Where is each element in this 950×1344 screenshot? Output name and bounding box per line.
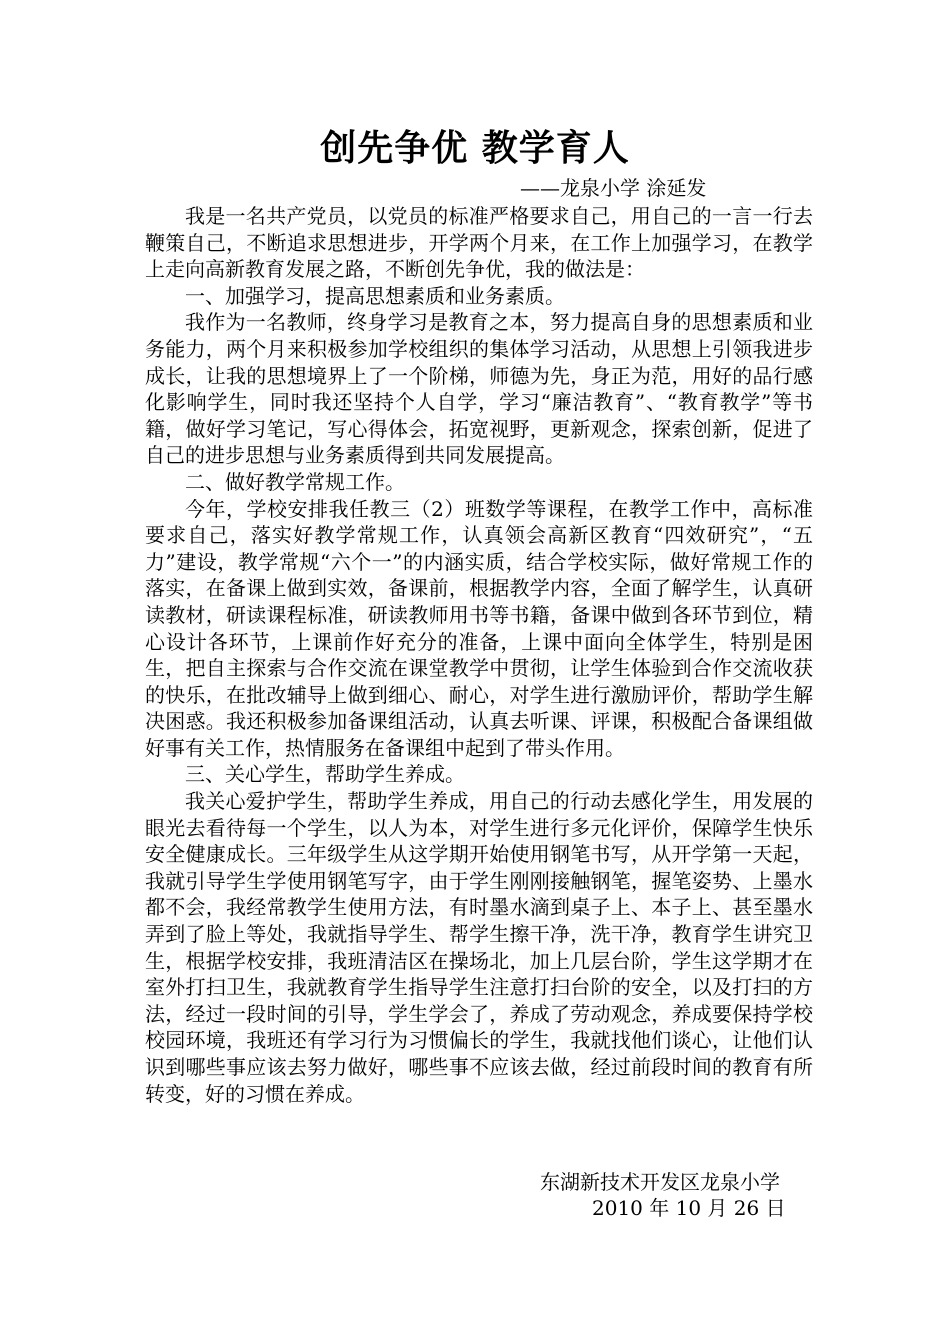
section-heading-3: 三、关心学生，帮助学生养成。 <box>185 762 465 787</box>
paragraph-section-1: 我作为一名教师，终身学习是教育之本，努力提高自身的思想素质和业务能力，两个月来积极参加学校组织的集体学习活动，从思想上引领我进步成长，让我的思想境界上了一个阶梯，师德为先，身正为范，用好的品行感化影响学生，同时我还坚持个人自学，学习“廉洁教育”、“教育教学”等书籍，做好学习笔记，写心得体会，拓宽视野，更新观念，探索创新，促进了自己的进步思想与业务素质得到共同发展提高。 <box>145 310 813 468</box>
paragraph-section-3: 我关心爱护学生，帮助学生养成，用自己的行动去感化学生，用发展的眼光去看待每一个学生，以人为本，对学生进行多元化评价，保障学生快乐安全健康成长。三年级学生从这学期开始使用钢笔书写，从开学第一天起，我就引导学生学使用钢笔写字，由于学生刚刚接触钢笔，握笔姿势、上墨水都不会，我经常教学生使用方法，有时墨水滴到桌子上、本子上、甚至墨水弄到了脸上等处，我就指导学生、帮学生擦干净，洗干净，教育学生讲究卫生，根据学校安排，我班清洁区在操场北，加上几层台阶，学生这学期才在室外打扫卫生，我就教育学生指导学生注意打扫台阶的安全，以及打扫的方法，经过一段时间的引导，学生学会了，养成了劳动观念，养成要保持学校校园环境，我班还有学习行为习惯偏长的学生，我就找他们谈心，让他们认识到哪些事应该去努力做好，哪些事不应该去做，经过前段时间的教育有所转变，好的习惯在养成。 <box>145 789 813 1106</box>
paragraph-intro: 我是一名共产党员，以党员的标准严格要求自己，用自己的一言一行去鞭策自己，不断追求思想进步，开学两个月来，在工作上加强学习，在教学上走向高新教育发展之路，不断创先争优，我的做法是： <box>145 204 813 282</box>
signature-date: 2010 年 10 月 26 日 <box>592 1196 786 1220</box>
document-body <box>145 203 813 1107</box>
section-heading-1: 一、加强学习，提高思想素质和业务素质。 <box>185 283 565 308</box>
document-title: 创先争优 教学育人 <box>320 127 630 169</box>
signature-organization: 东湖新技术开发区龙泉小学 <box>540 1170 780 1194</box>
author-byline: ——龙泉小学 涂延发 <box>520 176 707 200</box>
section-heading-2: 二、做好教学常规工作。 <box>185 469 405 494</box>
paragraph-section-2: 今年，学校安排我任教三（2）班数学等课程，在教学工作中，高标准要求自己，落实好教学常规工作，认真领会高新区教育“四效研究”，“五力”建设，教学常规“六个一”的内涵实质，结合学校实际，做好常规工作的落实，在备课上做到实效，备课前，根据教学内容，全面了解学生，认真研读教材，研读课程标准，研读教师用书等书籍，备课中做到各环节到位，精心设计各环节，上课前作好充分的准备，上课中面向全体学生，特别是困生，把自主探索与合作交流在课堂教学中贯彻，让学生体验到合作交流收获的快乐，在批改辅导上做到细心、耐心，对学生进行激励评价，帮助学生解决困惑。我还积极参加备课组活动，认真去听课、评课，积极配合备课组做好事有关工作，热情服务在备课组中起到了带头作用。 <box>145 496 813 760</box>
